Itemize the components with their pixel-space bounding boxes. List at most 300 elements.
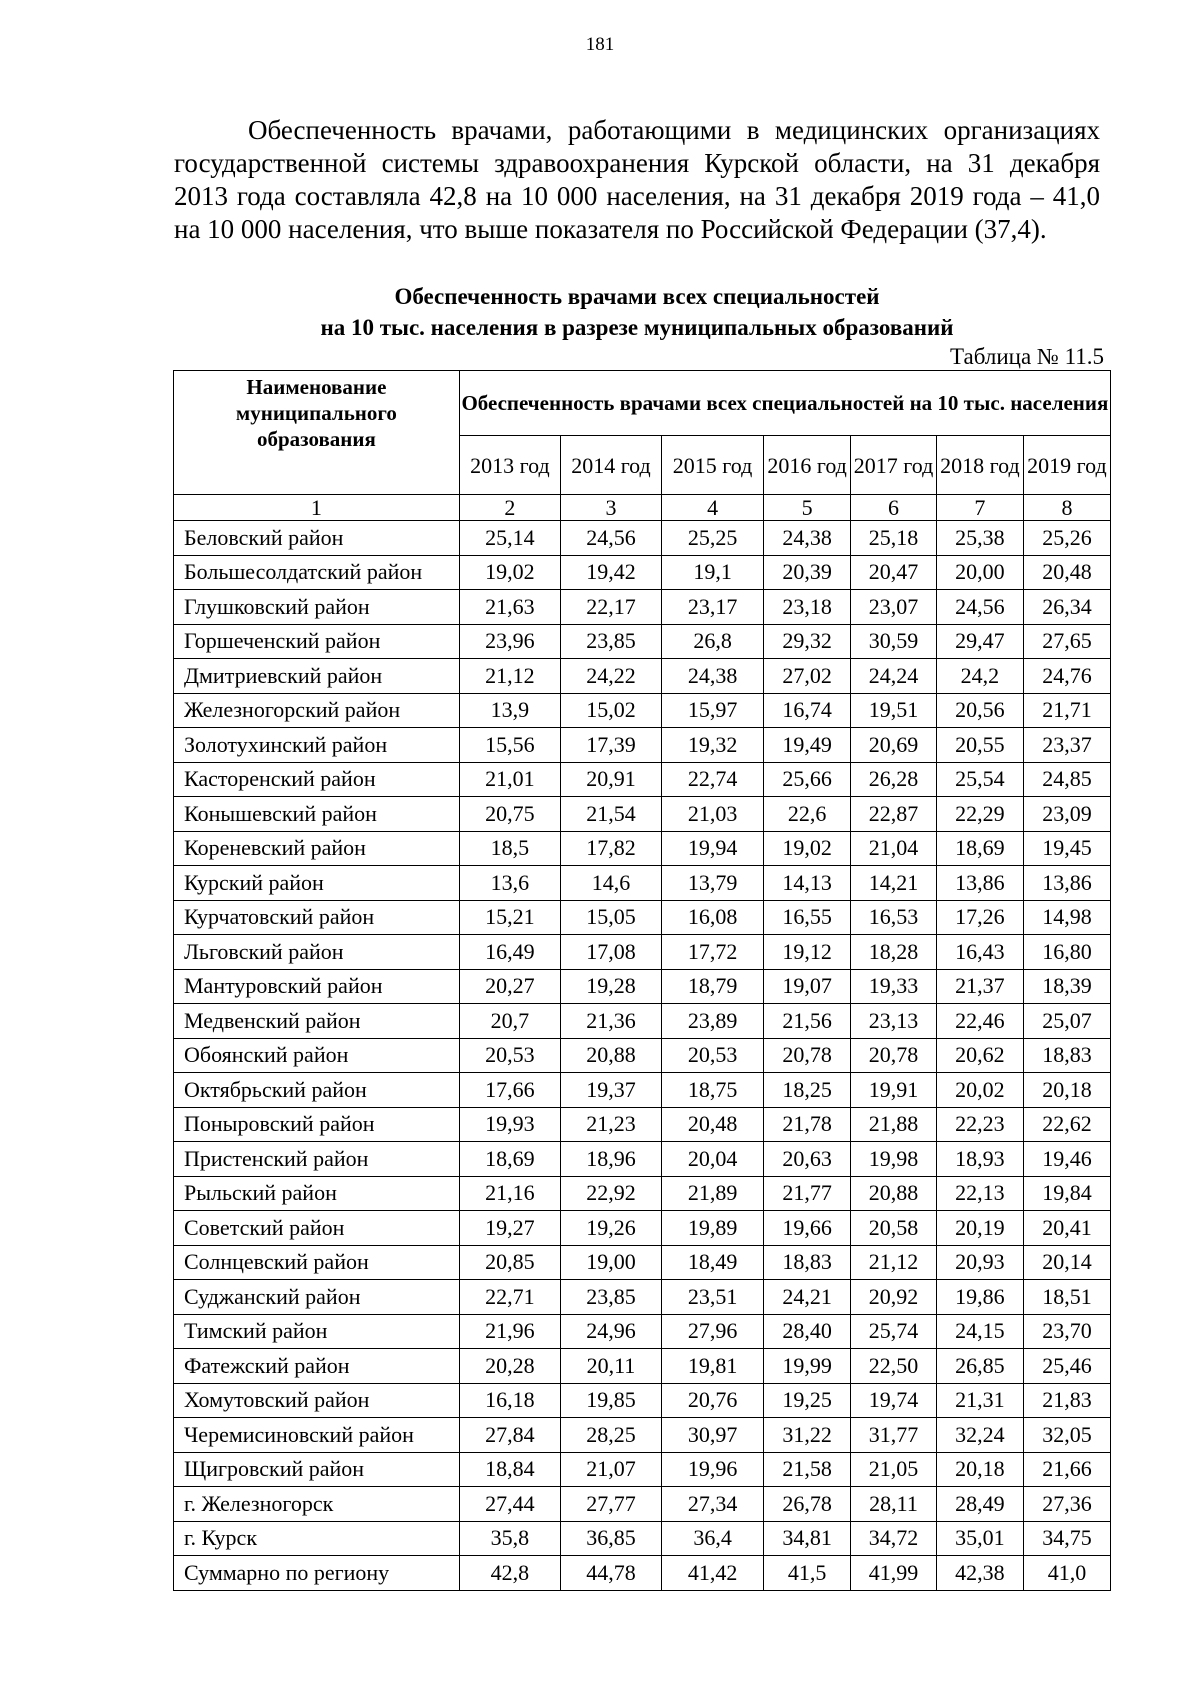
- value-cell: 21,31: [936, 1383, 1023, 1418]
- value-cell: 34,75: [1023, 1521, 1110, 1556]
- page-number: 181: [585, 34, 615, 55]
- value-cell: 19,37: [560, 1073, 661, 1108]
- table-body: [174, 521, 1111, 1591]
- municipality-name: Фатежский район: [174, 1349, 460, 1384]
- value-cell: 14,21: [851, 866, 937, 901]
- municipality-name: Щигровский район: [174, 1452, 460, 1487]
- value-cell: 28,40: [764, 1314, 851, 1349]
- value-cell: 19,74: [851, 1383, 937, 1418]
- table-row: [174, 659, 1111, 694]
- value-cell: 24,76: [1023, 659, 1110, 694]
- value-cell: 19,94: [662, 831, 764, 866]
- value-cell: 19,1: [662, 555, 764, 590]
- municipality-name: Солнцевский район: [174, 1245, 460, 1280]
- value-cell: 23,17: [662, 590, 764, 625]
- value-cell: 24,21: [764, 1280, 851, 1315]
- table-row: [174, 1556, 1111, 1591]
- value-cell: 19,45: [1023, 831, 1110, 866]
- value-cell: 21,77: [764, 1176, 851, 1211]
- value-cell: 19,96: [662, 1452, 764, 1487]
- value-cell: 20,91: [560, 762, 661, 797]
- table-row: [174, 1418, 1111, 1453]
- column-index-cell: 2: [459, 495, 560, 521]
- value-cell: 22,29: [936, 797, 1023, 832]
- value-cell: 20,27: [459, 969, 560, 1004]
- table-row: [174, 831, 1111, 866]
- value-cell: 25,74: [851, 1314, 937, 1349]
- value-cell: 29,47: [936, 624, 1023, 659]
- municipality-name: Октябрьский район: [174, 1073, 460, 1108]
- municipality-name: Беловский район: [174, 521, 460, 556]
- value-cell: 25,18: [851, 521, 937, 556]
- value-cell: 19,42: [560, 555, 661, 590]
- municipality-name: Железногорский район: [174, 693, 460, 728]
- value-cell: 18,84: [459, 1452, 560, 1487]
- value-cell: 18,69: [459, 1142, 560, 1177]
- value-cell: 19,28: [560, 969, 661, 1004]
- municipality-name: Тимский район: [174, 1314, 460, 1349]
- value-cell: 27,96: [662, 1314, 764, 1349]
- table-row: [174, 1211, 1111, 1246]
- municipality-name: Пристенский район: [174, 1142, 460, 1177]
- value-cell: 24,22: [560, 659, 661, 694]
- value-cell: 18,69: [936, 831, 1023, 866]
- value-cell: 27,02: [764, 659, 851, 694]
- value-cell: 21,78: [764, 1107, 851, 1142]
- value-cell: 25,54: [936, 762, 1023, 797]
- column-index-row: [174, 495, 1111, 521]
- value-cell: 21,63: [459, 590, 560, 625]
- value-cell: 21,88: [851, 1107, 937, 1142]
- value-cell: 17,39: [560, 728, 661, 763]
- header-year: 2019 год: [1023, 436, 1110, 495]
- value-cell: 21,12: [459, 659, 560, 694]
- municipality-name: Дмитриевский район: [174, 659, 460, 694]
- value-cell: 21,16: [459, 1176, 560, 1211]
- physicians-table: [173, 370, 1111, 1591]
- value-cell: 21,89: [662, 1176, 764, 1211]
- value-cell: 23,37: [1023, 728, 1110, 763]
- value-cell: 13,86: [936, 866, 1023, 901]
- value-cell: 21,36: [560, 1004, 661, 1039]
- value-cell: 16,18: [459, 1383, 560, 1418]
- value-cell: 21,23: [560, 1107, 661, 1142]
- municipality-name: г. Железногорск: [174, 1487, 460, 1522]
- value-cell: 30,97: [662, 1418, 764, 1453]
- header-year: 2018 год: [936, 436, 1023, 495]
- table-row: [174, 1038, 1111, 1073]
- value-cell: 22,74: [662, 762, 764, 797]
- value-cell: 22,50: [851, 1349, 937, 1384]
- value-cell: 27,34: [662, 1487, 764, 1522]
- value-cell: 28,11: [851, 1487, 937, 1522]
- value-cell: 17,08: [560, 935, 661, 970]
- municipality-name: Глушковский район: [174, 590, 460, 625]
- value-cell: 27,77: [560, 1487, 661, 1522]
- value-cell: 19,91: [851, 1073, 937, 1108]
- column-index-cell: 6: [851, 495, 937, 521]
- table-row: [174, 1004, 1111, 1039]
- value-cell: 20,02: [936, 1073, 1023, 1108]
- value-cell: 25,25: [662, 521, 764, 556]
- value-cell: 22,46: [936, 1004, 1023, 1039]
- value-cell: 19,46: [1023, 1142, 1110, 1177]
- value-cell: 21,66: [1023, 1452, 1110, 1487]
- value-cell: 26,78: [764, 1487, 851, 1522]
- value-cell: 36,85: [560, 1521, 661, 1556]
- value-cell: 23,85: [560, 624, 661, 659]
- table-row: [174, 797, 1111, 832]
- value-cell: 14,13: [764, 866, 851, 901]
- municipality-name: Медвенский район: [174, 1004, 460, 1039]
- value-cell: 23,51: [662, 1280, 764, 1315]
- value-cell: 26,34: [1023, 590, 1110, 625]
- value-cell: 24,96: [560, 1314, 661, 1349]
- value-cell: 20,93: [936, 1245, 1023, 1280]
- municipality-name: Обоянский район: [174, 1038, 460, 1073]
- value-cell: 21,54: [560, 797, 661, 832]
- header-municipality: Наименование муниципального образования: [174, 371, 460, 495]
- value-cell: 16,55: [764, 900, 851, 935]
- value-cell: 24,85: [1023, 762, 1110, 797]
- value-cell: 27,84: [459, 1418, 560, 1453]
- value-cell: 16,74: [764, 693, 851, 728]
- value-cell: 19,27: [459, 1211, 560, 1246]
- value-cell: 41,42: [662, 1556, 764, 1591]
- value-cell: 24,38: [764, 521, 851, 556]
- value-cell: 20,58: [851, 1211, 937, 1246]
- value-cell: 19,86: [936, 1280, 1023, 1315]
- value-cell: 29,32: [764, 624, 851, 659]
- value-cell: 19,84: [1023, 1176, 1110, 1211]
- value-cell: 23,70: [1023, 1314, 1110, 1349]
- value-cell: 18,75: [662, 1073, 764, 1108]
- value-cell: 22,6: [764, 797, 851, 832]
- table-row: [174, 555, 1111, 590]
- value-cell: 34,81: [764, 1521, 851, 1556]
- value-cell: 25,26: [1023, 521, 1110, 556]
- value-cell: 21,05: [851, 1452, 937, 1487]
- value-cell: 19,89: [662, 1211, 764, 1246]
- value-cell: 20,04: [662, 1142, 764, 1177]
- value-cell: 19,81: [662, 1349, 764, 1384]
- value-cell: 24,38: [662, 659, 764, 694]
- value-cell: 23,07: [851, 590, 937, 625]
- value-cell: 25,14: [459, 521, 560, 556]
- table-title: [174, 281, 1100, 343]
- table-row: [174, 1142, 1111, 1177]
- value-cell: 20,78: [851, 1038, 937, 1073]
- value-cell: 34,72: [851, 1521, 937, 1556]
- value-cell: 22,13: [936, 1176, 1023, 1211]
- value-cell: 31,77: [851, 1418, 937, 1453]
- value-cell: 19,02: [764, 831, 851, 866]
- value-cell: 19,26: [560, 1211, 661, 1246]
- value-cell: 35,8: [459, 1521, 560, 1556]
- value-cell: 18,5: [459, 831, 560, 866]
- value-cell: 21,04: [851, 831, 937, 866]
- value-cell: 19,99: [764, 1349, 851, 1384]
- column-index-cell: 1: [174, 495, 460, 521]
- table-row: [174, 762, 1111, 797]
- value-cell: 19,51: [851, 693, 937, 728]
- value-cell: 20,7: [459, 1004, 560, 1039]
- value-cell: 15,05: [560, 900, 661, 935]
- intro-paragraph: Обеспеченность врачами, работающими в медицинских организациях государственной системы здравоохранения Курской области, на 31 декабря 2013 года составляла 42,8 на 10 000 населения, на 31 декабря 2019 года – 41,0 на 10 000 населения, что выше показателя по Российской Федерации (37,4).: [174, 115, 1100, 244]
- value-cell: 19,33: [851, 969, 937, 1004]
- value-cell: 44,78: [560, 1556, 661, 1591]
- value-cell: 23,85: [560, 1280, 661, 1315]
- value-cell: 17,26: [936, 900, 1023, 935]
- table-row: [174, 1383, 1111, 1418]
- municipality-name: Суджанский район: [174, 1280, 460, 1315]
- value-cell: 26,85: [936, 1349, 1023, 1384]
- value-cell: 14,98: [1023, 900, 1110, 935]
- value-cell: 13,79: [662, 866, 764, 901]
- value-cell: 16,43: [936, 935, 1023, 970]
- value-cell: 19,07: [764, 969, 851, 1004]
- value-cell: 19,66: [764, 1211, 851, 1246]
- value-cell: 32,05: [1023, 1418, 1110, 1453]
- value-cell: 18,28: [851, 935, 937, 970]
- value-cell: 20,62: [936, 1038, 1023, 1073]
- column-index-cell: 4: [662, 495, 764, 521]
- municipality-name: Кореневский район: [174, 831, 460, 866]
- table-row: [174, 624, 1111, 659]
- municipality-name: Поныровский район: [174, 1107, 460, 1142]
- table-row: [174, 1176, 1111, 1211]
- value-cell: 30,59: [851, 624, 937, 659]
- table-row: [174, 1107, 1111, 1142]
- value-cell: 21,37: [936, 969, 1023, 1004]
- value-cell: 21,03: [662, 797, 764, 832]
- header-provision: Обеспеченность врачами всех специальностей на 10 тыс. населения: [459, 371, 1110, 436]
- value-cell: 21,71: [1023, 693, 1110, 728]
- value-cell: 20,76: [662, 1383, 764, 1418]
- value-cell: 18,83: [1023, 1038, 1110, 1073]
- value-cell: 21,58: [764, 1452, 851, 1487]
- value-cell: 32,24: [936, 1418, 1023, 1453]
- value-cell: 15,21: [459, 900, 560, 935]
- table-row: [174, 693, 1111, 728]
- value-cell: 20,75: [459, 797, 560, 832]
- value-cell: 20,56: [936, 693, 1023, 728]
- value-cell: 13,6: [459, 866, 560, 901]
- table-number: Таблица № 11.5: [950, 344, 1104, 369]
- municipality-name: Хомутовский район: [174, 1383, 460, 1418]
- value-cell: 20,78: [764, 1038, 851, 1073]
- table-row: [174, 521, 1111, 556]
- value-cell: 18,49: [662, 1245, 764, 1280]
- value-cell: 23,18: [764, 590, 851, 625]
- column-index-cell: 8: [1023, 495, 1110, 521]
- value-cell: 20,18: [1023, 1073, 1110, 1108]
- table-row: [174, 900, 1111, 935]
- value-cell: 27,44: [459, 1487, 560, 1522]
- table-row: [174, 1073, 1111, 1108]
- value-cell: 22,62: [1023, 1107, 1110, 1142]
- value-cell: 20,47: [851, 555, 937, 590]
- value-cell: 13,86: [1023, 866, 1110, 901]
- table-row: [174, 1245, 1111, 1280]
- value-cell: 41,5: [764, 1556, 851, 1591]
- municipality-name: г. Курск: [174, 1521, 460, 1556]
- header-year: 2013 год: [459, 436, 560, 495]
- value-cell: 35,01: [936, 1521, 1023, 1556]
- value-cell: 24,56: [560, 521, 661, 556]
- value-cell: 20,11: [560, 1349, 661, 1384]
- header-year: 2015 год: [662, 436, 764, 495]
- municipality-name: Черемисиновский район: [174, 1418, 460, 1453]
- value-cell: 42,8: [459, 1556, 560, 1591]
- value-cell: 20,88: [560, 1038, 661, 1073]
- value-cell: 13,9: [459, 693, 560, 728]
- municipality-name: Горшеченский район: [174, 624, 460, 659]
- value-cell: 22,17: [560, 590, 661, 625]
- value-cell: 18,25: [764, 1073, 851, 1108]
- value-cell: 20,69: [851, 728, 937, 763]
- value-cell: 20,53: [459, 1038, 560, 1073]
- value-cell: 23,96: [459, 624, 560, 659]
- value-cell: 23,89: [662, 1004, 764, 1039]
- municipality-name: Курчатовский район: [174, 900, 460, 935]
- column-index-cell: 3: [560, 495, 661, 521]
- value-cell: 21,01: [459, 762, 560, 797]
- value-cell: 20,48: [1023, 555, 1110, 590]
- value-cell: 19,49: [764, 728, 851, 763]
- value-cell: 20,00: [936, 555, 1023, 590]
- municipality-name: Курский район: [174, 866, 460, 901]
- value-cell: 18,93: [936, 1142, 1023, 1177]
- municipality-name: Конышевский район: [174, 797, 460, 832]
- value-cell: 20,48: [662, 1107, 764, 1142]
- value-cell: 16,49: [459, 935, 560, 970]
- value-cell: 24,24: [851, 659, 937, 694]
- value-cell: 41,0: [1023, 1556, 1110, 1591]
- table-row: [174, 728, 1111, 763]
- column-index-cell: 5: [764, 495, 851, 521]
- municipality-name: Советский район: [174, 1211, 460, 1246]
- value-cell: 15,02: [560, 693, 661, 728]
- municipality-name: Касторенский район: [174, 762, 460, 797]
- value-cell: 19,25: [764, 1383, 851, 1418]
- value-cell: 20,19: [936, 1211, 1023, 1246]
- value-cell: 28,25: [560, 1418, 661, 1453]
- value-cell: 26,8: [662, 624, 764, 659]
- value-cell: 24,56: [936, 590, 1023, 625]
- value-cell: 20,92: [851, 1280, 937, 1315]
- value-cell: 18,96: [560, 1142, 661, 1177]
- value-cell: 21,96: [459, 1314, 560, 1349]
- value-cell: 27,65: [1023, 624, 1110, 659]
- value-cell: 16,53: [851, 900, 937, 935]
- table-row: [174, 1521, 1111, 1556]
- municipality-name: Золотухинский район: [174, 728, 460, 763]
- value-cell: 22,87: [851, 797, 937, 832]
- municipality-name: Рыльский район: [174, 1176, 460, 1211]
- value-cell: 25,07: [1023, 1004, 1110, 1039]
- table-row: [174, 969, 1111, 1004]
- value-cell: 19,12: [764, 935, 851, 970]
- value-cell: 28,49: [936, 1487, 1023, 1522]
- value-cell: 15,56: [459, 728, 560, 763]
- header-year: 2016 год: [764, 436, 851, 495]
- value-cell: 20,18: [936, 1452, 1023, 1487]
- value-cell: 20,41: [1023, 1211, 1110, 1246]
- value-cell: 19,98: [851, 1142, 937, 1177]
- value-cell: 18,39: [1023, 969, 1110, 1004]
- value-cell: 21,12: [851, 1245, 937, 1280]
- value-cell: 18,79: [662, 969, 764, 1004]
- municipality-name: Суммарно по региону: [174, 1556, 460, 1591]
- value-cell: 17,66: [459, 1073, 560, 1108]
- value-cell: 23,13: [851, 1004, 937, 1039]
- value-cell: 20,53: [662, 1038, 764, 1073]
- municipality-name: Большесолдатский район: [174, 555, 460, 590]
- value-cell: 18,83: [764, 1245, 851, 1280]
- value-cell: 19,93: [459, 1107, 560, 1142]
- municipality-name: Мантуровский район: [174, 969, 460, 1004]
- value-cell: 19,00: [560, 1245, 661, 1280]
- value-cell: 21,07: [560, 1452, 661, 1487]
- value-cell: 36,4: [662, 1521, 764, 1556]
- value-cell: 20,85: [459, 1245, 560, 1280]
- value-cell: 31,22: [764, 1418, 851, 1453]
- value-cell: 25,46: [1023, 1349, 1110, 1384]
- table-row: [174, 1280, 1111, 1315]
- value-cell: 16,80: [1023, 935, 1110, 970]
- value-cell: 42,38: [936, 1556, 1023, 1591]
- table-row: [174, 590, 1111, 625]
- table-row: [174, 866, 1111, 901]
- value-cell: 20,63: [764, 1142, 851, 1177]
- value-cell: 18,51: [1023, 1280, 1110, 1315]
- value-cell: 14,6: [560, 866, 661, 901]
- table-title-line-2: на 10 тыс. населения в разрезе муниципальных образований: [320, 315, 954, 340]
- value-cell: 20,39: [764, 555, 851, 590]
- value-cell: 17,72: [662, 935, 764, 970]
- table-row: [174, 1314, 1111, 1349]
- value-cell: 27,36: [1023, 1487, 1110, 1522]
- value-cell: 20,55: [936, 728, 1023, 763]
- value-cell: 22,71: [459, 1280, 560, 1315]
- column-index-cell: 7: [936, 495, 1023, 521]
- value-cell: 41,99: [851, 1556, 937, 1591]
- header-year: 2014 год: [560, 436, 661, 495]
- value-cell: 24,15: [936, 1314, 1023, 1349]
- table-row: [174, 1349, 1111, 1384]
- table-row: [174, 1452, 1111, 1487]
- value-cell: 17,82: [560, 831, 661, 866]
- value-cell: 15,97: [662, 693, 764, 728]
- table-title-line-1: Обеспеченность врачами всех специальностей: [394, 284, 880, 309]
- value-cell: 22,23: [936, 1107, 1023, 1142]
- value-cell: 21,56: [764, 1004, 851, 1039]
- table-row: [174, 1487, 1111, 1522]
- value-cell: 19,32: [662, 728, 764, 763]
- value-cell: 26,28: [851, 762, 937, 797]
- table-row: [174, 935, 1111, 970]
- value-cell: 21,83: [1023, 1383, 1110, 1418]
- value-cell: 24,2: [936, 659, 1023, 694]
- value-cell: 25,66: [764, 762, 851, 797]
- value-cell: 20,88: [851, 1176, 937, 1211]
- value-cell: 25,38: [936, 521, 1023, 556]
- value-cell: 16,08: [662, 900, 764, 935]
- value-cell: 19,02: [459, 555, 560, 590]
- value-cell: 20,28: [459, 1349, 560, 1384]
- value-cell: 23,09: [1023, 797, 1110, 832]
